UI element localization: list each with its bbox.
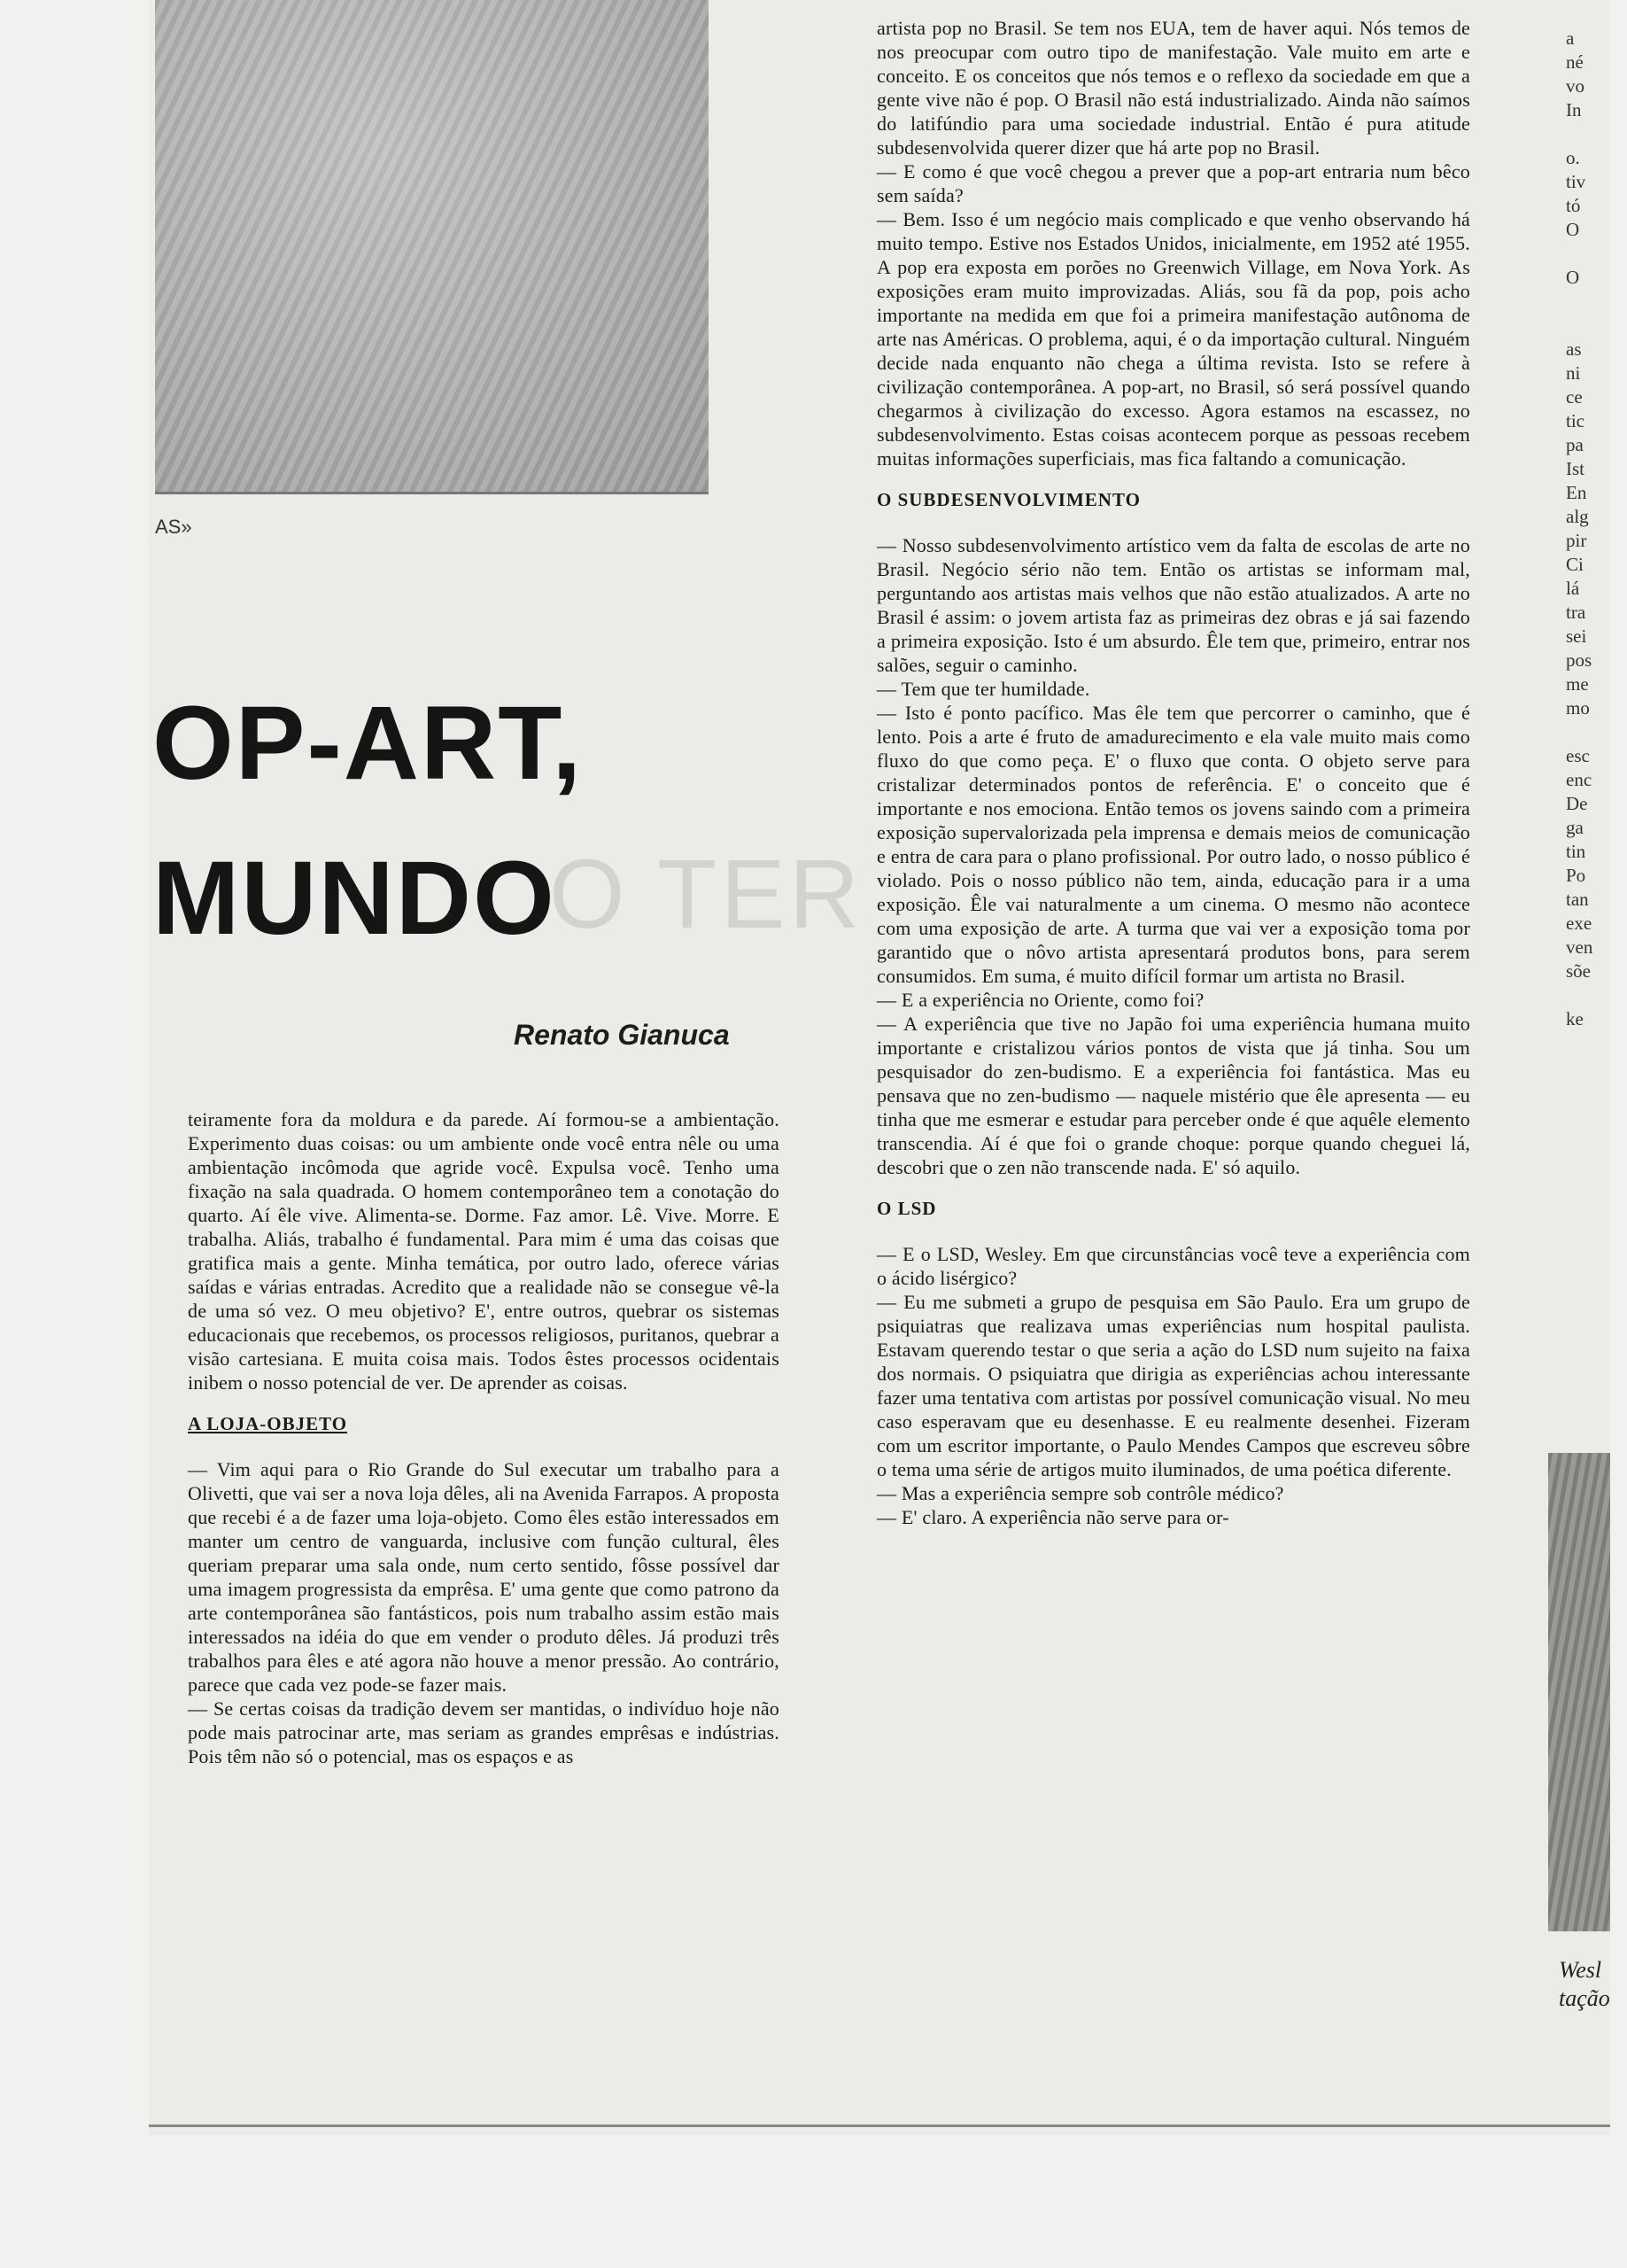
caption-line: tação (1559, 1985, 1610, 2011)
edge-fragment: O (1566, 267, 1580, 288)
paragraph: — Isto é ponto pacífico. Mas êle tem que percorrer o caminho, que é lento. Pois a arte é fruto de amadurecimento e ela vale muito mais como fluxo do que como peça. E' o fluxo que conta. O objeto serve para cristalizar determinados pontos de referência. E' o conceito que é importante e nos emociona. Então temos os jovens saindo com a primeira exposição supervalorizada pela imprensa e demais meios de comunicação e entra de cara para o plano profissional. Por outro lado, o nosso público é violado. Pois o nosso público não tem, ainda, educação para ir a uma exposição. Êle vai naturalmente a um cinema. O mesmo não acontece com uma exposição de arte. A turma que vai ver a exposição toma por garantido que o nôvo artista apresentará produtos bons, para serem consumidos. Em suma, é muito difícil formar um artista no Brasil. (877, 702, 1470, 987)
edge-fragment: exe (1566, 913, 1592, 934)
edge-fragment: né (1566, 51, 1584, 73)
paragraph: — Tem que ter humildade. (877, 678, 1090, 700)
edge-fragment: as (1566, 338, 1582, 360)
edge-fragment: tiv (1566, 171, 1586, 192)
article-photo-right (1548, 1453, 1610, 1931)
edge-fragment: sei (1566, 625, 1587, 647)
caption-line: Wesl (1559, 1957, 1602, 1983)
headline-line-2: MUNDO (152, 840, 556, 957)
photo-caption-right (1559, 1956, 1612, 2013)
paragraph: — E o LSD, Wesley. Em que circunstâncias você teve a experiência com o ácido lisérgico? (877, 1243, 1470, 1289)
edge-fragment: lá (1566, 578, 1580, 599)
edge-fragment: sõe (1566, 960, 1591, 982)
edge-fragment: a (1566, 27, 1575, 49)
edge-fragment (1566, 290, 1610, 314)
edge-fragment: ni (1566, 362, 1581, 384)
paragraph: artista pop no Brasil. Se tem nos EUA, tem de haver aqui. Nós temos de nos preocupar com outro tipo de manifestação. Vale muito em arte e conceito. E os conceitos que nós temos e o reflexo da sociedade em que a gente vive não é pop. O Brasil não está industrializado. Ainda não saímos do latifúndio para uma sociedade industrial. Então é pura atitude subdesenvolvida querer dizer que há arte pop no Brasil. (877, 17, 1470, 159)
edge-fragment: mo (1566, 697, 1590, 718)
edge-fragment (1566, 720, 1610, 744)
edge-fragment: tan (1566, 889, 1589, 910)
paragraph: — A experiência que tive no Japão foi uma experiência humana muito importante e cristalizou vários pontos de vista que já tinha. Sou um pesquisador do zen-budismo. E a experiência foi fantástica. Mas eu pensava que no zen-budismo — naquele mistério que êle apresenta — eu tinha que me esmerar e estudar para perceber onde é que aquêle elemento transcendia. Aí é que foi o grande choque: porque quando cheguei lá, descobri que o zen não transcende nada. E' só aquilo. (877, 1013, 1470, 1178)
paragraph: — E' claro. A experiência não serve para or- (877, 1506, 1229, 1528)
edge-fragment: pa (1566, 434, 1584, 455)
edge-fragment: tó (1566, 195, 1581, 216)
edge-fragment: En (1566, 482, 1587, 503)
paragraph: teiramente fora da moldura e da parede. Aí formou-se a ambientação. Experimento duas coisas: ou um ambiente onde você entra nêle ou uma ambientação incômoda que agride você. Expulsa você. Tenho uma fixação na sala quadrada. O homem contemporâneo tem a conotação do quarto. Aí êle vive. Alimenta-se. Dorme. Faz amor. Lê. Vive. Morre. E trabalha. Aliás, trabalho é fundamental. Para mim é uma das coisas que gratifica mais a gente. Minha temática, por outro lado, oferece várias saídas e várias entradas. Acredito que a realidade não se consegue vê-la de uma só vez. O meu objetivo? E', entre outros, quebrar os sistemas educacionais que recebemos, os processos religiosos, puritanos, quebrar a visão cartesiana. E muita coisa mais. Todos êstes processos ocidentais inibem o nosso potencial de ver. De aprender as coisas. (188, 1108, 779, 1394)
section-heading: O LSD (877, 1198, 937, 1219)
edge-fragment: pir (1566, 530, 1587, 551)
paragraph: — Bem. Isso é um negócio mais complicado e que venho observando há muito tempo. Estive nos Estados Unidos, inicialmente, em 1952 até 1955. A pop era exposta em porões no Greenwich Village, em Nova York. As exposições eram muito improvizadas. Aliás, sou fã da pop, pois acho importante na medida em que foi a primeira manifestação autônoma de arte nas Américas. O problema, aqui, é o da importação cultural. Ninguém decide nada enquanto não chega a última revista. Isto se refere à civilização contemporânea. A pop-art, no Brasil, só será possível quando chegarmos à civilização do excesso. Agora estamos na escassez, no subdesenvolvimento. Estas coisas acontecem porque as pessoas recebem muitas informações superficiais, mas fica faltando a comunicação. (877, 208, 1470, 470)
edge-fragment: O (1566, 219, 1580, 240)
page-bottom-rule (149, 2124, 1610, 2127)
ghost-headline-text: O TER (549, 840, 864, 949)
edge-fragment: Ist (1566, 458, 1584, 479)
paragraph: — Mas a experiência sempre sob contrôle médico? (877, 1482, 1284, 1504)
paragraph: — Se certas coisas da tradição devem ser mantidas, o indivíduo hoje não pode mais patrocinar arte, mas seriam as grandes emprêsas e indústrias. Pois têm não só o potencial, mas os espaços e as (188, 1697, 779, 1767)
edge-fragment: ce (1566, 386, 1583, 408)
edge-fragment: tin (1566, 841, 1586, 862)
edge-fragment: o. (1566, 147, 1580, 168)
edge-fragment: In (1566, 99, 1582, 120)
edge-fragment: tic (1566, 410, 1584, 431)
edge-fragment: me (1566, 673, 1589, 695)
article-photo-top (155, 0, 709, 494)
cropped-next-column (1566, 27, 1610, 1031)
edge-fragment: Po (1566, 865, 1586, 886)
edge-fragment: alg (1566, 506, 1589, 527)
article-column-right (877, 16, 1470, 1529)
edge-fragment: pos (1566, 649, 1592, 671)
paragraph: — Vim aqui para o Rio Grande do Sul executar um trabalho para a Olivetti, que vai ser a nova loja dêles, ali na Avenida Farrapos. A proposta que recebi é a de fazer uma loja-objeto. Como êles estão interessados em manter um centro de vanguarda, inclusive com função cultural, êles queriam preparar uma sala onde, num certo sentido, fôsse possível dar uma imagem progressista da emprêsa. E' uma gente que como patrono da arte contemporânea são fantásticos, pois num trabalho assim estão mais interessados na idéia do que em vender o produto dêles. Já produzi três trabalhos para êles e até agora não houve a menor pressão. Ao contrário, parece que cada vez pode-se fazer mais. (188, 1458, 779, 1696)
edge-fragment (1566, 122, 1610, 146)
edge-fragment: De (1566, 793, 1588, 814)
paragraph: — Eu me submeti a grupo de pesquisa em São Paulo. Era um grupo de psiquiatras que realizava umas experiências num hospital paulista. Estavam querendo testar o que seria a ação do LSD num sujeito na faixa dos normais. O psiquiatra que dirigia as experiências achou interessante fazer uma tentativa com artistas por possível comunicação visual. No meu caso esperavam que eu desenhasse. E eu realmente desenhei. Fizeram com um escritor importante, o Paulo Mendes Campos que escreveu sôbre o tema uma série de artigos muito iluminados, de uma poética diferente. (877, 1291, 1470, 1480)
author-byline: Renato Gianuca (514, 1019, 730, 1051)
headline-line-1: OP-ART, (152, 685, 583, 802)
edge-fragment (1566, 314, 1610, 338)
edge-fragment: vo (1566, 75, 1584, 97)
edge-fragment: enc (1566, 769, 1592, 790)
edge-fragment: esc (1566, 745, 1590, 766)
edge-fragment: Ci (1566, 554, 1584, 575)
edge-fragment: ven (1566, 936, 1593, 958)
paragraph: — Nosso subdesenvolvimento artístico vem da falta de escolas de arte no Brasil. Negócio sério não tem. Então os artistas se informam mal, perguntando aos artistas mais velhos que não estão atualizados. A arte no Brasil é assim: o jovem artista faz as primeiras dez obras e já sai fazendo a primeira exposição. Isto é um absurdo. Êle tem que, primeiro, entrar nos salões, seguir o caminho. (877, 534, 1470, 676)
paragraph: — E como é que você chegou a prever que a pop-art entraria num bêco sem saída? (877, 160, 1470, 206)
edge-fragment: ke (1566, 1008, 1584, 1029)
edge-fragment (1566, 242, 1610, 266)
edge-fragment: tra (1566, 602, 1586, 623)
photo-caption-fragment: AS» (155, 516, 192, 538)
section-heading: A LOJA-OBJETO (188, 1413, 348, 1434)
edge-fragment: ga (1566, 817, 1584, 838)
section-heading: O SUBDESENVOLVIMENTO (877, 489, 1141, 510)
article-column-left (188, 1107, 779, 1768)
edge-fragment (1566, 983, 1610, 1007)
paragraph: — E a experiência no Oriente, como foi? (877, 989, 1205, 1011)
